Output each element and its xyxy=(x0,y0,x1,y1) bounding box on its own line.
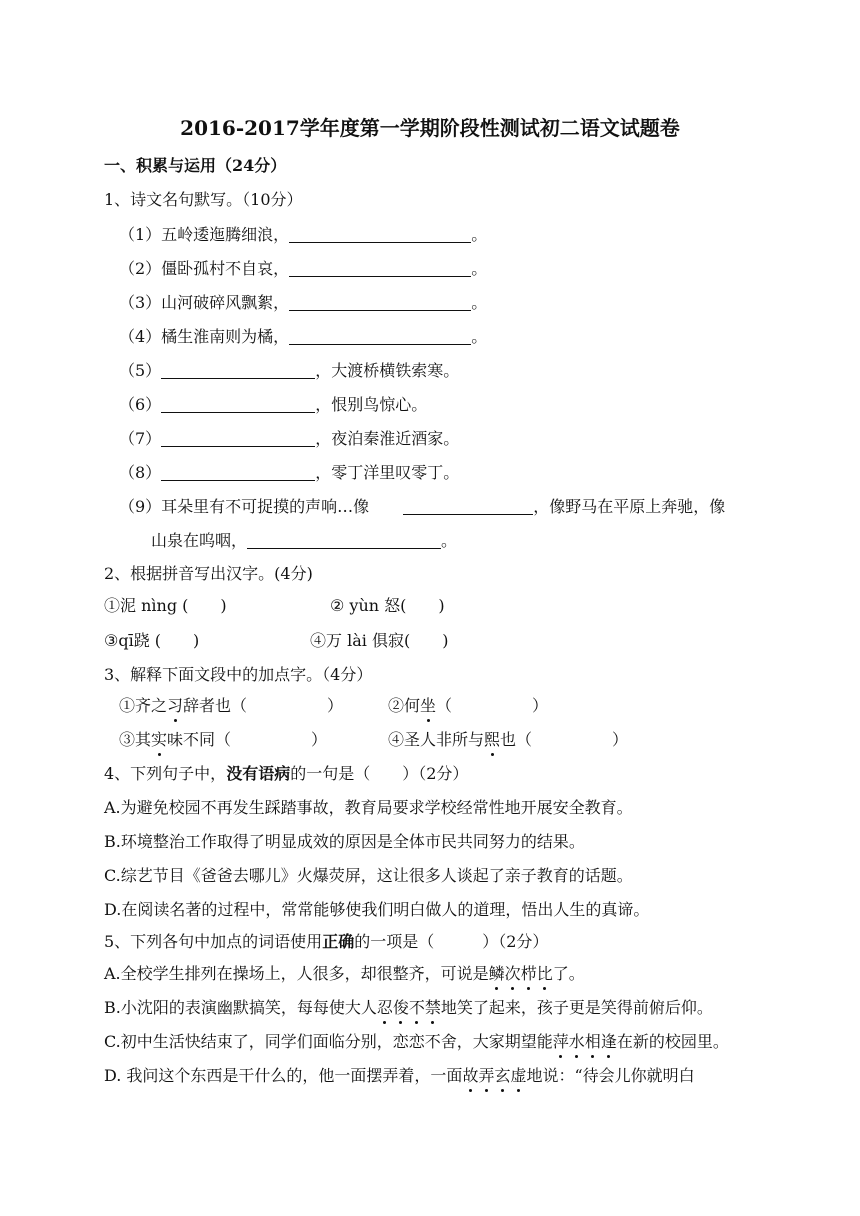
q1-item-9-text-continued: ，像野马在平原上奔驰，像 xyxy=(533,497,726,516)
q5-option-b-end: 地笑了起来，孩子更是笑得前俯后仰。 xyxy=(440,998,713,1017)
question-3-heading: 3、解释下面文段中的加点字。（4分） xyxy=(104,665,373,684)
dotted-character: 比 xyxy=(536,964,553,983)
q3-item-a-text: ①齐之 xyxy=(119,696,168,715)
q1-item-6 xyxy=(119,394,427,416)
dotted-character: 水 xyxy=(568,1032,585,1051)
q1-item-2 xyxy=(119,258,487,280)
q1-item-6-number: （6） xyxy=(119,395,162,414)
dotted-character: 相 xyxy=(584,1032,601,1051)
q5-option-b-text: B.小沈阳的表演幽默搞笑，每每使大人 xyxy=(104,998,377,1017)
answer-blank[interactable] xyxy=(161,362,315,379)
q3-item-d-text: ④圣人非所与 xyxy=(388,730,485,749)
q1-item-9-line-2-text: 山泉在呜咽， xyxy=(151,531,248,550)
q1-item-8-text: ，零丁洋里叹零丁。 xyxy=(315,463,460,482)
q1-item-9 xyxy=(119,496,725,518)
dotted-phrase xyxy=(489,964,553,983)
answer-blank[interactable] xyxy=(161,464,315,481)
dotted-phrase-text xyxy=(489,964,553,983)
q1-item-3-text: （3）山河破碎风飘絮， xyxy=(119,293,290,312)
q3-item-b-text: ②何 xyxy=(388,696,421,715)
q1-item-8 xyxy=(119,462,459,484)
q1-item-9-end: 。 xyxy=(441,531,458,550)
q1-item-4-end: 。 xyxy=(471,327,488,346)
dotted-phrase xyxy=(553,1032,617,1051)
dotted-character: 实 xyxy=(151,730,168,749)
q1-item-4-text: （4）橘生淮南则为橘， xyxy=(119,327,290,346)
page-title: 2016-2017学年度第一学期阶段性测试初二语文试题卷 xyxy=(180,116,680,140)
dotted-character: 不 xyxy=(408,998,425,1017)
question-4-heading xyxy=(104,763,468,785)
q5-heading-end: 的一项是（ ）（2分） xyxy=(354,932,549,951)
answer-blank[interactable] xyxy=(161,430,315,447)
dotted-character: 萍 xyxy=(552,1032,569,1051)
q3-item-b-end: （ ） xyxy=(436,696,549,715)
q3-item-a xyxy=(119,695,343,717)
q4-heading-text: 4、下列句子中， xyxy=(104,764,227,783)
answer-blank[interactable] xyxy=(247,532,441,549)
q5-option-a-end: 了。 xyxy=(552,964,585,983)
q3-item-d xyxy=(388,729,628,751)
q4-option-c: C.综艺节目《爸爸去哪儿》火爆荧屏，这让很多人谈起了亲子教育的话题。 xyxy=(104,866,633,885)
q1-item-2-end: 。 xyxy=(471,259,488,278)
dotted-character: 次 xyxy=(504,964,521,983)
q3-item-b xyxy=(388,695,548,717)
q1-item-7 xyxy=(119,428,459,450)
q1-item-7-number: （7） xyxy=(119,429,162,448)
dotted-character: 鳞 xyxy=(488,964,505,983)
dotted-character: 忍 xyxy=(376,998,393,1017)
section-heading: 一、积累与运用（24分） xyxy=(104,156,287,175)
q5-option-b xyxy=(104,997,713,1019)
answer-blank[interactable] xyxy=(289,260,471,277)
question-2-heading: 2、根据拼音写出汉字。(4分) xyxy=(104,564,313,583)
q4-heading-emphasis: 没有语病 xyxy=(226,764,291,783)
q1-item-6-text: ，恨别鸟惊心。 xyxy=(315,395,428,414)
dotted-character: 故 xyxy=(462,1066,479,1085)
q1-item-1-text: （1）五岭逶迤腾细浪， xyxy=(119,225,290,244)
q1-item-8-number: （8） xyxy=(119,463,162,482)
q3-item-d-end: 也（ ） xyxy=(500,730,629,749)
dotted-character: 弄 xyxy=(478,1066,495,1085)
q2-item-c: ③qī跷 ( ) xyxy=(104,631,200,650)
q2-item-a: ①泥 nìng ( ) xyxy=(104,596,227,615)
dotted-phrase xyxy=(462,1066,526,1085)
answer-blank[interactable] xyxy=(289,294,471,311)
dotted-character: 坐 xyxy=(420,696,437,715)
dotted-character: 熙 xyxy=(484,730,501,749)
q5-option-c-end: 在新的校园里。 xyxy=(616,1032,729,1051)
q5-option-c xyxy=(104,1031,729,1053)
answer-blank[interactable] xyxy=(289,226,471,243)
q5-option-c-text: C.初中生活快结束了，同学们面临分别，恋恋不舍，大家期望能 xyxy=(104,1032,553,1051)
dotted-character: 逢 xyxy=(600,1032,617,1051)
q5-option-d xyxy=(104,1065,695,1087)
q1-item-9-text: （9）耳朵里有不可捉摸的声响…像 xyxy=(119,497,370,516)
dotted-phrase-text xyxy=(553,1032,617,1051)
q1-item-3 xyxy=(119,292,487,314)
q4-heading-end: 的一句是（ ）（2分） xyxy=(290,764,469,783)
answer-blank[interactable] xyxy=(403,498,533,515)
q5-heading-text: 5、下列各句中加点的词语使用 xyxy=(104,932,323,951)
q1-item-5-number: （5） xyxy=(119,361,162,380)
q5-option-a-text: A.全校学生排列在操场上，人很多，却很整齐，可说是 xyxy=(104,964,489,983)
dotted-phrase-text xyxy=(377,998,441,1017)
dotted-phrase xyxy=(377,998,441,1017)
q2-item-b: ② yùn 怒( ) xyxy=(330,596,445,615)
question-5-heading xyxy=(104,931,548,953)
answer-blank[interactable] xyxy=(161,396,315,413)
q1-item-7-text: ，夜泊秦淮近酒家。 xyxy=(315,429,460,448)
q2-item-d: ④万 lài 俱寂( ) xyxy=(310,631,449,650)
dotted-phrase-text xyxy=(462,1066,526,1085)
q3-item-c xyxy=(119,729,327,751)
q1-item-5-text: ，大渡桥横铁索寒。 xyxy=(315,361,460,380)
q3-item-c-end: 味不同（ ） xyxy=(167,730,328,749)
q1-item-3-end: 。 xyxy=(471,293,488,312)
q1-item-1-end: 。 xyxy=(471,225,488,244)
dotted-character: 栉 xyxy=(520,964,537,983)
q1-item-5 xyxy=(119,360,459,382)
q5-option-d-end: 地说：“待会儿你就明白 xyxy=(526,1066,695,1085)
q4-option-b: B.环境整治工作取得了明显成效的原因是全体市民共同努力的结果。 xyxy=(104,832,585,851)
dotted-character: 俊 xyxy=(392,998,409,1017)
q4-option-d: D.在阅读名著的过程中，常常能够使我们明白做人的道理，悟出人生的真谛。 xyxy=(104,900,650,919)
q1-item-4 xyxy=(119,326,487,348)
q3-item-c-text: ③其 xyxy=(119,730,152,749)
dotted-character: 禁 xyxy=(424,998,441,1017)
q5-option-a xyxy=(104,963,585,985)
q4-option-a: A.为避免校园不再发生踩踏事故，教育局要求学校经常性地开展安全教育。 xyxy=(104,798,633,817)
q1-item-2-text: （2）僵卧孤村不自哀， xyxy=(119,259,290,278)
q1-item-9-line-2 xyxy=(151,530,457,552)
answer-blank[interactable] xyxy=(289,328,471,345)
q3-item-a-end: 辞者也（ ） xyxy=(183,696,344,715)
dotted-character: 习 xyxy=(167,696,184,715)
dotted-character: 玄 xyxy=(494,1066,511,1085)
question-1-heading: 1、诗文名句默写。（10分） xyxy=(104,190,303,209)
dotted-character: 虚 xyxy=(510,1066,527,1085)
q5-heading-emphasis: 正确 xyxy=(322,932,355,951)
q5-option-d-text: D. 我问这个东西是干什么的，他一面摆弄着，一面 xyxy=(104,1066,463,1085)
q1-item-1 xyxy=(119,224,487,246)
